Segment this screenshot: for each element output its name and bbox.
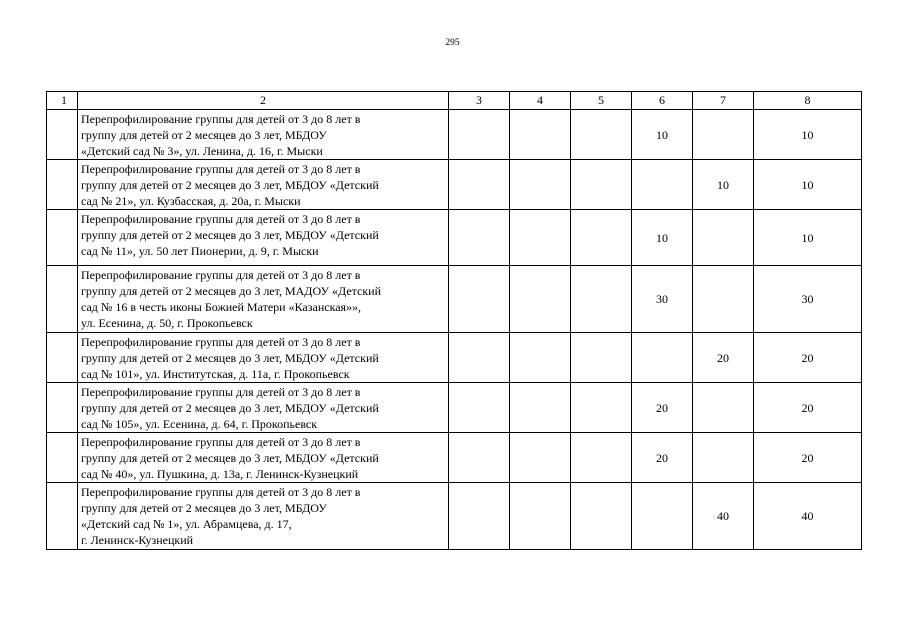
description-line: Перепрофилирование группы для детей от 3 до 8 лет в xyxy=(81,435,361,449)
header-row xyxy=(47,92,862,110)
value-cell-3 xyxy=(449,383,510,433)
description-line: группу для детей от 2 месяцев до 3 лет, МБДОУ xyxy=(81,501,327,515)
description-line: сад № 21», ул. Кузбасская, д. 20а, г. Мыски xyxy=(81,194,301,208)
value-cell-3 xyxy=(449,210,510,266)
table-row xyxy=(47,160,862,210)
table-row xyxy=(47,266,862,333)
value-cell-6: 20 xyxy=(632,433,693,483)
value-cell-5 xyxy=(571,266,632,333)
description-cell xyxy=(78,210,449,266)
value-cell-3 xyxy=(449,266,510,333)
description-line: Перепрофилирование группы для детей от 3 до 8 лет в xyxy=(81,335,361,349)
value-cell-6 xyxy=(632,160,693,210)
value-cell-4 xyxy=(510,333,571,383)
description-cell xyxy=(78,160,449,210)
value-cell-4 xyxy=(510,266,571,333)
value-cell-5 xyxy=(571,433,632,483)
column-header-6: 6 xyxy=(632,92,693,110)
value-cell-7: 40 xyxy=(693,483,754,550)
description-line: группу для детей от 2 месяцев до 3 лет, МБДОУ «Детский xyxy=(81,401,379,415)
value-cell-6 xyxy=(632,333,693,383)
value-cell-3 xyxy=(449,483,510,550)
description-cell xyxy=(78,333,449,383)
value-cell-8: 10 xyxy=(754,210,862,266)
description-line: сад № 40», ул. Пушкина, д. 13а, г. Ленинск-Кузнецкий xyxy=(81,467,359,481)
description-line: сад № 105», ул. Есенина, д. 64, г. Прокопьевск xyxy=(81,417,318,431)
description-line: «Детский сад № 3», ул. Ленина, д. 16, г. Мыски xyxy=(81,144,323,158)
value-cell-3 xyxy=(449,110,510,160)
value-cell-4 xyxy=(510,110,571,160)
column-header-8: 8 xyxy=(754,92,862,110)
description-line: группу для детей от 2 месяцев до 3 лет, МАДОУ «Детский xyxy=(81,284,382,298)
value-cell-7 xyxy=(693,433,754,483)
table-row xyxy=(47,483,862,550)
description-line: «Детский сад № 1», ул. Абрамцева, д. 17, xyxy=(81,517,292,531)
value-cell-4 xyxy=(510,383,571,433)
row-number-cell xyxy=(47,433,78,483)
value-cell-6: 10 xyxy=(632,210,693,266)
value-cell-5 xyxy=(571,110,632,160)
description-cell xyxy=(78,433,449,483)
value-cell-4 xyxy=(510,483,571,550)
table-body xyxy=(47,92,862,550)
row-number-cell xyxy=(47,383,78,433)
description-line: Перепрофилирование группы для детей от 3 до 8 лет в xyxy=(81,485,361,499)
value-cell-8: 10 xyxy=(754,160,862,210)
value-cell-6: 30 xyxy=(632,266,693,333)
description-cell xyxy=(78,266,449,333)
description-line: Перепрофилирование группы для детей от 3 до 8 лет в xyxy=(81,162,361,176)
value-cell-8: 20 xyxy=(754,383,862,433)
value-cell-4 xyxy=(510,433,571,483)
value-cell-5 xyxy=(571,333,632,383)
description-line: сад № 101», ул. Институтская, д. 11а, г. Прокопьевск xyxy=(81,367,350,381)
value-cell-8: 30 xyxy=(754,266,862,333)
value-cell-7 xyxy=(693,210,754,266)
value-cell-5 xyxy=(571,383,632,433)
description-line: г. Ленинск-Кузнецкий xyxy=(81,533,194,547)
table-row xyxy=(47,210,862,266)
value-cell-7: 10 xyxy=(693,160,754,210)
table-row xyxy=(47,383,862,433)
row-number-cell xyxy=(47,266,78,333)
table-row xyxy=(47,110,862,160)
column-header-5: 5 xyxy=(571,92,632,110)
value-cell-5 xyxy=(571,210,632,266)
description-line: сад № 11», ул. 50 лет Пионерии, д. 9, г. Мыски xyxy=(81,244,319,258)
value-cell-7 xyxy=(693,266,754,333)
row-number-cell xyxy=(47,483,78,550)
value-cell-5 xyxy=(571,483,632,550)
description-line: группу для детей от 2 месяцев до 3 лет, МБДОУ «Детский xyxy=(81,228,379,242)
description-line: Перепрофилирование группы для детей от 3 до 8 лет в xyxy=(81,112,361,126)
row-number-cell xyxy=(47,110,78,160)
description-line: Перепрофилирование группы для детей от 3 до 8 лет в xyxy=(81,268,361,282)
page-number: 295 xyxy=(445,38,460,48)
column-header-3: 3 xyxy=(449,92,510,110)
value-cell-6: 10 xyxy=(632,110,693,160)
description-line: группу для детей от 2 месяцев до 3 лет, МБДОУ «Детский xyxy=(81,351,379,365)
description-line: ул. Есенина, д. 50, г. Прокопьевск xyxy=(81,316,253,330)
column-header-1: 1 xyxy=(47,92,78,110)
description-line: группу для детей от 2 месяцев до 3 лет, МБДОУ «Детский xyxy=(81,451,379,465)
column-header-7: 7 xyxy=(693,92,754,110)
value-cell-5 xyxy=(571,160,632,210)
value-cell-8: 40 xyxy=(754,483,862,550)
description-cell xyxy=(78,483,449,550)
description-cell xyxy=(78,110,449,160)
description-cell xyxy=(78,383,449,433)
description-line: сад № 16 в честь иконы Божией Матери «Казанская»», xyxy=(81,300,362,314)
description-line: группу для детей от 2 месяцев до 3 лет, МБДОУ «Детский xyxy=(81,178,379,192)
row-number-cell xyxy=(47,160,78,210)
column-header-2: 2 xyxy=(78,92,449,110)
row-number-cell xyxy=(47,210,78,266)
row-number-cell xyxy=(47,333,78,383)
description-line: Перепрофилирование группы для детей от 3 до 8 лет в xyxy=(81,212,361,226)
value-cell-8: 20 xyxy=(754,433,862,483)
value-cell-6 xyxy=(632,483,693,550)
description-line: Перепрофилирование группы для детей от 3 до 8 лет в xyxy=(81,385,361,399)
column-header-4: 4 xyxy=(510,92,571,110)
table-row xyxy=(47,433,862,483)
value-cell-7 xyxy=(693,383,754,433)
value-cell-7 xyxy=(693,110,754,160)
value-cell-7: 20 xyxy=(693,333,754,383)
data-table xyxy=(46,91,862,550)
description-line: группу для детей от 2 месяцев до 3 лет, МБДОУ xyxy=(81,128,327,142)
value-cell-3 xyxy=(449,333,510,383)
value-cell-3 xyxy=(449,433,510,483)
value-cell-6: 20 xyxy=(632,383,693,433)
value-cell-4 xyxy=(510,210,571,266)
value-cell-8: 20 xyxy=(754,333,862,383)
value-cell-3 xyxy=(449,160,510,210)
value-cell-8: 10 xyxy=(754,110,862,160)
value-cell-4 xyxy=(510,160,571,210)
table-row xyxy=(47,333,862,383)
